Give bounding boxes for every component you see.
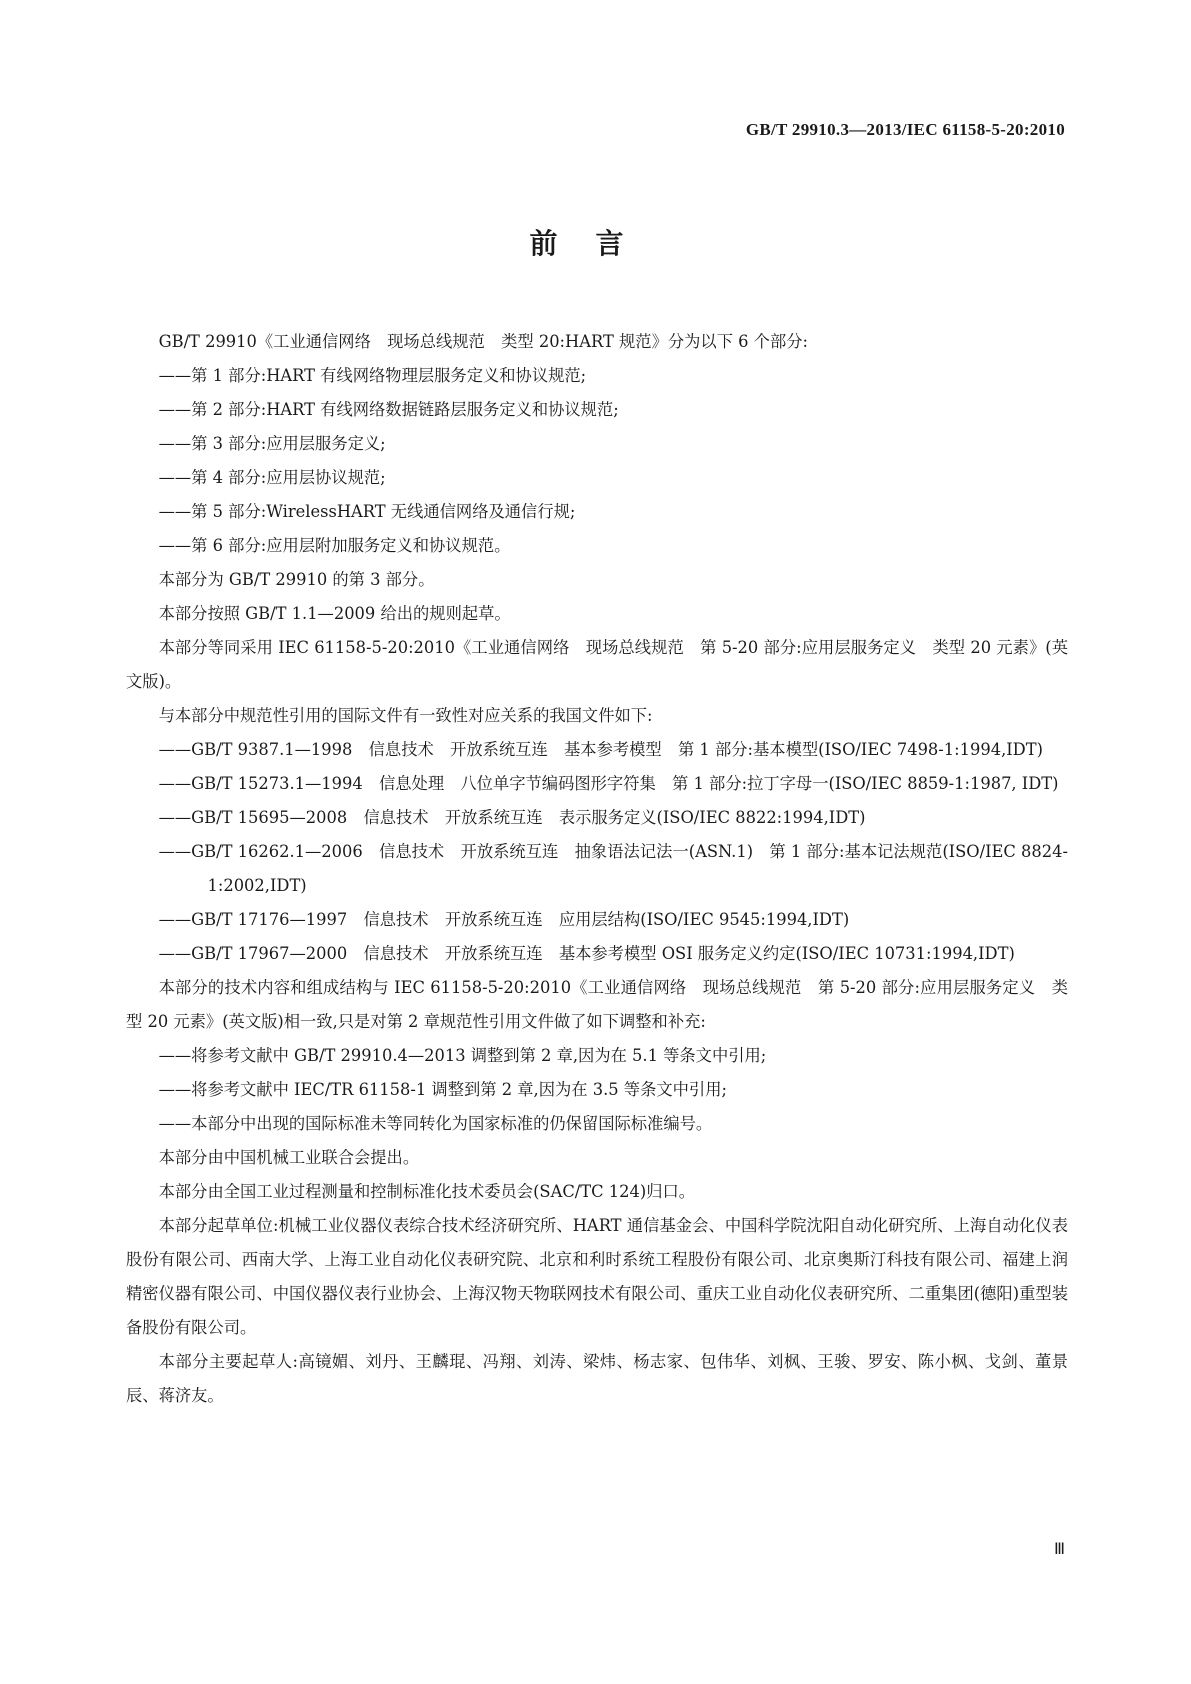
list-item: ——将参考文献中 IEC/TR 61158-1 调整到第 2 章,因为在 3.5 等条文中引用; [158, 1080, 727, 1099]
list-item: ——GB/T 17967—2000 信息技术 开放系统互连 基本参考模型 OSI 服务定义约定(ISO/IEC 10731:1994,IDT) [158, 944, 1015, 963]
page-number: Ⅲ [1053, 1541, 1065, 1558]
list-item: ——本部分中出现的国际标准未等同转化为国家标准的仍保留国际标准编号。 [158, 1114, 713, 1133]
list-item: ——GB/T 9387.1—1998 信息技术 开放系统互连 基本参考模型 第 1 部分:基本模型(ISO/IEC 7498-1:1994,IDT) [158, 740, 1043, 759]
paragraph: 本部分按照 GB/T 1.1—2009 给出的规则起草。 [158, 604, 511, 623]
paragraph: 本部分由中国机械工业联合会提出。 [158, 1148, 420, 1167]
paragraph: 本部分由全国工业过程测量和控制标准化技术委员会(SAC/TC 124)归口。 [158, 1182, 696, 1201]
list-item: ——GB/T 17176—1997 信息技术 开放系统互连 应用层结构(ISO/IEC 9545:1994,IDT) [158, 910, 850, 929]
list-item: ——第 6 部分:应用层附加服务定义和协议规范。 [158, 536, 511, 555]
paragraph: 本部分为 GB/T 29910 的第 3 部分。 [158, 570, 435, 589]
paragraph: 与本部分中规范性引用的国际文件有一致性对应关系的我国文件如下: [158, 706, 653, 725]
list-item: ——GB/T 16262.1—2006 信息技术 开放系统互连 抽象语法记法一(ASN.1) 第 1 部分:基本记法规范(ISO/IEC 8824-1:2002,IDT) [158, 842, 1068, 895]
paragraph: 本部分主要起草人:高镜媚、刘丹、王麟琨、冯翔、刘涛、梁炜、杨志家、包伟华、刘枫、王骏、罗安、陈小枫、戈剑、董景辰、蒋济友。 [126, 1352, 1068, 1405]
list-item: ——第 2 部分:HART 有线网络数据链路层服务定义和协议规范; [158, 400, 619, 419]
paragraph: 本部分等同采用 IEC 61158-5-20:2010《工业通信网络 现场总线规范 第 5-20 部分:应用层服务定义 类型 20 元素》(英文版)。 [126, 638, 1068, 691]
paragraph: GB/T 29910《工业通信网络 现场总线规范 类型 20:HART 规范》分为以下 6 个部分: [158, 332, 809, 351]
list-item: ——将参考文献中 GB/T 29910.4—2013 调整到第 2 章,因为在 5.1 等条文中引用; [158, 1046, 767, 1065]
list-item: ——第 3 部分:应用层服务定义; [158, 434, 386, 453]
list-item: ——第 5 部分:WirelessHART 无线通信网络及通信行规; [158, 502, 576, 521]
list-item: ——GB/T 15273.1—1994 信息处理 八位单字节编码图形字符集 第 1 部分:拉丁字母一(ISO/IEC 8859-1:1987, IDT) [158, 774, 1059, 793]
page-title: 前言 [529, 227, 662, 260]
standard-code-header: GB/T 29910.3—2013/IEC 61158-5-20:2010 [745, 120, 1065, 139]
list-item: ——GB/T 15695—2008 信息技术 开放系统互连 表示服务定义(ISO/IEC 8822:1994,IDT) [158, 808, 866, 827]
list-item: ——第 1 部分:HART 有线网络物理层服务定义和协议规范; [158, 366, 587, 385]
paragraph: 本部分起草单位:机械工业仪器仪表综合技术经济研究所、HART 通信基金会、中国科学院沈阳自动化研究所、上海自动化仪表股份有限公司、西南大学、上海工业自动化仪表研究院、北京和利时系统工程股份有限公司、北京奥斯汀科技有限公司、福建上润精密仪器有限公司、中国仪器仪表行业协会、上海汉物天物联网技术有限公司、重庆工业自动化仪表研究所、二重集团(德阳)重型装备股份有限公司。 [126, 1216, 1068, 1337]
list-item: ——第 4 部分:应用层协议规范; [158, 468, 386, 487]
preface-body [126, 325, 1068, 1413]
paragraph: 本部分的技术内容和组成结构与 IEC 61158-5-20:2010《工业通信网络 现场总线规范 第 5-20 部分:应用层服务定义 类型 20 元素》(英文版)相一致,只是对第 2 章规范性引用文件做了如下调整和补充: [126, 978, 1068, 1031]
